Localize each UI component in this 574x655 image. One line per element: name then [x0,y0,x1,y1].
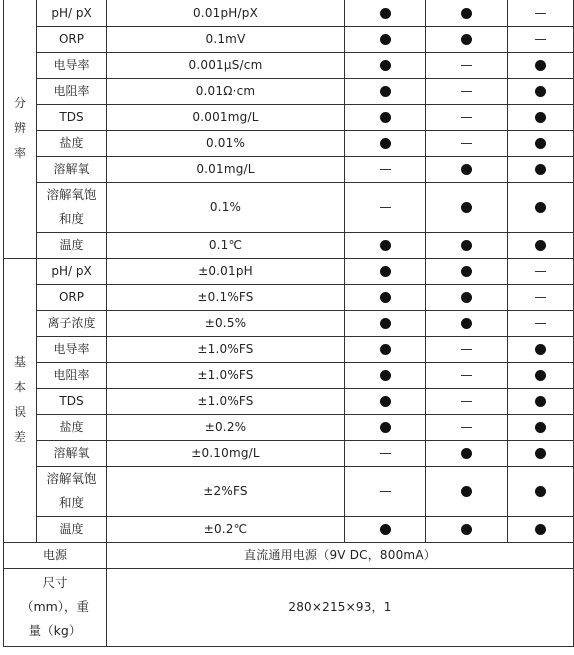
mark-cell [508,26,574,52]
param-name: 盐度 [37,414,107,440]
filled-circle-icon [461,486,472,497]
dash-icon [380,169,391,170]
group-label-char: 差 [13,430,26,444]
filled-circle-icon [461,240,472,251]
filled-circle-icon [535,486,546,497]
mark-cell [345,362,426,388]
mark-cell [345,414,426,440]
filled-circle-icon [461,164,472,175]
mark-cell [426,232,508,258]
table-row [4,0,574,26]
table-row [4,388,574,414]
mark-cell [508,182,574,232]
mark-cell [426,156,508,182]
table-row [4,414,574,440]
param-value: 0.1℃ [107,232,345,258]
mark-cell [345,258,426,284]
param-value: ±0.2℃ [107,516,345,542]
mark-cell [345,466,426,516]
dash-icon [380,491,391,492]
mark-cell [426,310,508,336]
table-row [4,182,574,232]
size-value: 280×215×93，1 [107,568,574,646]
filled-circle-icon [380,266,391,277]
mark-cell [426,516,508,542]
mark-cell [426,466,508,516]
size-label [4,568,107,646]
param-value: 0.001mg/L [107,104,345,130]
param-name [37,466,107,516]
mark-cell [508,104,574,130]
param-name: ORP [37,26,107,52]
filled-circle-icon [461,524,472,535]
param-name-line: 和度 [58,495,84,510]
filled-circle-icon [535,396,546,407]
dash-icon [461,401,472,402]
dash-icon [535,13,546,14]
param-value: 0.001μS/cm [107,52,345,78]
mark-cell [426,78,508,104]
group-label-char: 率 [13,146,26,161]
table-row [4,362,574,388]
filled-circle-icon [461,8,472,19]
mark-cell [508,0,574,26]
dash-icon [535,271,546,272]
mark-cell [426,258,508,284]
table-row [4,440,574,466]
filled-circle-icon [535,448,546,459]
mark-cell [508,362,574,388]
mark-cell [508,414,574,440]
table-row [4,284,574,310]
param-value: 0.1% [107,182,345,232]
param-value: ±0.01pH [107,258,345,284]
filled-circle-icon [380,344,391,355]
mark-cell [508,516,574,542]
param-name [37,182,107,232]
filled-circle-icon [535,422,546,433]
table-row [4,52,574,78]
size-label-line: 量（kg） [28,623,82,638]
mark-cell [345,516,426,542]
param-name: 电阻率 [37,78,107,104]
mark-cell [426,414,508,440]
mark-cell [426,52,508,78]
filled-circle-icon [380,292,391,303]
param-value: 0.1mV [107,26,345,52]
dash-icon [380,453,391,454]
filled-circle-icon [535,112,546,123]
table-row [4,26,574,52]
filled-circle-icon [461,202,472,213]
filled-circle-icon [535,370,546,381]
param-name: 电导率 [37,336,107,362]
filled-circle-icon [535,344,546,355]
size-label-line: （mm），重 [20,599,90,614]
mark-cell [345,78,426,104]
filled-circle-icon [380,8,391,19]
param-name: pH/ pX [37,0,107,26]
param-value: ±2%FS [107,466,345,516]
mark-cell [426,440,508,466]
param-name: 电导率 [37,52,107,78]
dash-icon [535,297,546,298]
size-row [4,568,574,646]
mark-cell [508,52,574,78]
mark-cell [426,336,508,362]
mark-cell [508,310,574,336]
basic-error-group-label [4,258,37,542]
dash-icon [380,207,391,208]
param-value: ±0.5% [107,310,345,336]
power-label: 电源 [4,542,107,568]
filled-circle-icon [380,34,391,45]
mark-cell [426,284,508,310]
param-value: 0.01% [107,130,345,156]
mark-cell [345,232,426,258]
param-name: pH/ pX [37,258,107,284]
mark-cell [345,284,426,310]
param-value: ±1.0%FS [107,336,345,362]
mark-cell [345,104,426,130]
group-label-char: 分 [13,96,26,111]
filled-circle-icon [380,138,391,149]
group-label-char: 辨 [13,121,26,136]
mark-cell [426,130,508,156]
spec-table-body [4,0,574,646]
param-name-line: 溶解氧饱 [46,471,97,486]
table-row [4,466,574,516]
param-name: 溶解氧 [37,156,107,182]
power-row [4,542,574,568]
mark-cell [508,232,574,258]
table-row [4,78,574,104]
filled-circle-icon [461,448,472,459]
filled-circle-icon [461,292,472,303]
mark-cell [508,440,574,466]
mark-cell [508,258,574,284]
param-name: 离子浓度 [37,310,107,336]
dash-icon [535,323,546,324]
table-row [4,232,574,258]
dash-icon [461,65,472,66]
mark-cell [426,104,508,130]
param-name: 电阻率 [37,362,107,388]
param-name: TDS [37,388,107,414]
mark-cell [345,182,426,232]
table-row [4,104,574,130]
dash-icon [461,375,472,376]
filled-circle-icon [535,86,546,97]
mark-cell [345,130,426,156]
filled-circle-icon [535,60,546,71]
param-value: ±1.0%FS [107,362,345,388]
filled-circle-icon [535,202,546,213]
filled-circle-icon [380,370,391,381]
mark-cell [426,0,508,26]
group-label-char: 本 [13,380,26,394]
mark-cell [345,440,426,466]
filled-circle-icon [535,138,546,149]
dash-icon [535,39,546,40]
filled-circle-icon [380,112,391,123]
mark-cell [508,130,574,156]
mark-cell [508,284,574,310]
mark-cell [345,310,426,336]
param-value: ±1.0%FS [107,388,345,414]
table-row [4,310,574,336]
table-row [4,156,574,182]
filled-circle-icon [380,60,391,71]
power-value: 直流通用电源（9V DC，800mA） [107,542,574,568]
param-name: 温度 [37,232,107,258]
param-value: ±0.2% [107,414,345,440]
mark-cell [345,52,426,78]
dash-icon [461,91,472,92]
table-row [4,516,574,542]
filled-circle-icon [535,524,546,535]
mark-cell [345,26,426,52]
param-name: 盐度 [37,130,107,156]
mark-cell [426,388,508,414]
param-name: 温度 [37,516,107,542]
param-name-line: 和度 [58,211,84,226]
filled-circle-icon [380,318,391,329]
mark-cell [345,336,426,362]
dash-icon [461,117,472,118]
mark-cell [508,388,574,414]
param-value: ±0.10mg/L [107,440,345,466]
mark-cell [345,388,426,414]
filled-circle-icon [461,34,472,45]
param-value: 0.01pH/pX [107,0,345,26]
param-value: 0.01mg/L [107,156,345,182]
filled-circle-icon [461,318,472,329]
group-label-char: 基 [13,355,26,369]
mark-cell [426,182,508,232]
dash-icon [461,349,472,350]
spec-table [3,0,574,647]
mark-cell [508,336,574,362]
table-row [4,130,574,156]
filled-circle-icon [380,524,391,535]
mark-cell [508,78,574,104]
dash-icon [461,143,472,144]
filled-circle-icon [380,396,391,407]
param-value: ±0.1%FS [107,284,345,310]
mark-cell [426,26,508,52]
filled-circle-icon [380,422,391,433]
group-label-char: 误 [13,405,26,419]
filled-circle-icon [535,164,546,175]
param-name: ORP [37,284,107,310]
mark-cell [508,466,574,516]
mark-cell [426,362,508,388]
table-row [4,336,574,362]
mark-cell [345,0,426,26]
mark-cell [508,156,574,182]
filled-circle-icon [461,266,472,277]
filled-circle-icon [380,86,391,97]
param-name: TDS [37,104,107,130]
filled-circle-icon [380,240,391,251]
param-name-line: 溶解氧饱 [46,187,97,202]
resolution-group-label [4,0,37,258]
dash-icon [461,427,472,428]
param-name: 溶解氧 [37,440,107,466]
mark-cell [345,156,426,182]
table-row [4,258,574,284]
filled-circle-icon [535,240,546,251]
size-label-line: 尺寸 [42,575,68,590]
param-value: 0.01Ω·cm [107,78,345,104]
